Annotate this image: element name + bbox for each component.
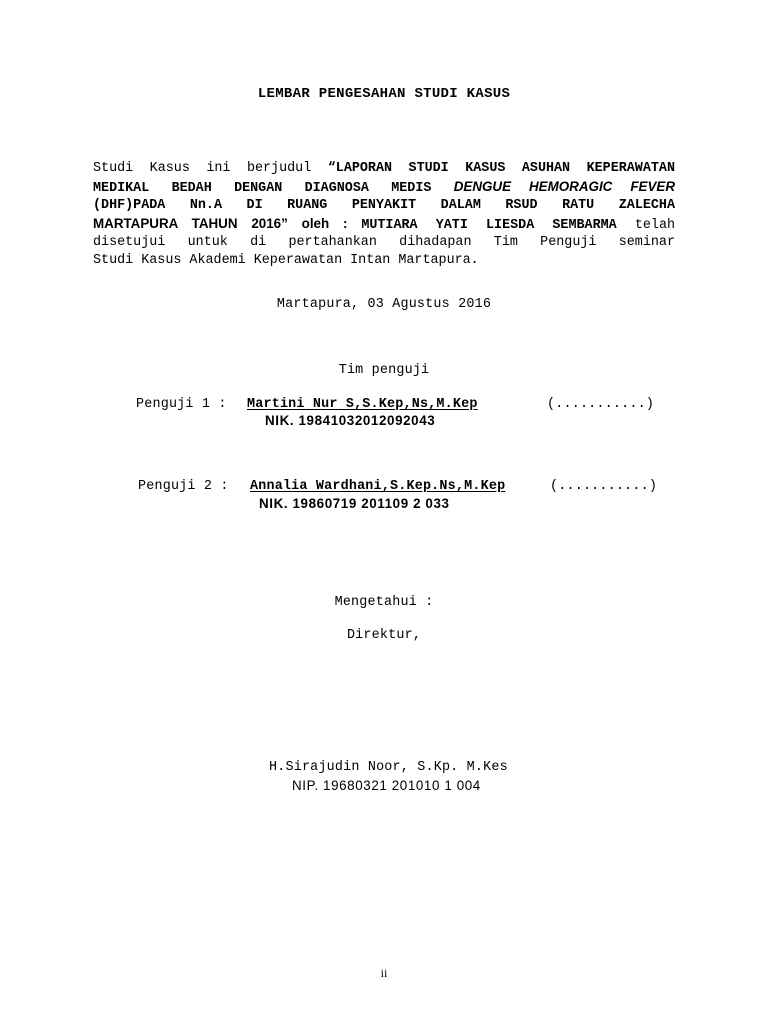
intro-text: Studi Kasus ini berjudul [93,161,328,176]
director-position: Direktur, [346,628,422,643]
director-name: H.Sirajudin Noor, S.Kp. M.Kes [269,760,508,775]
case-study-title-part: MEDIKAL BEDAH DENGAN DIAGNOSA MEDIS [93,180,454,196]
intro-line-3 [93,197,675,215]
intro-text: Studi Kasus Akademi Keperawatan Intan Martapura. [93,252,479,268]
intro-text: disetujui untuk di pertahankan dihadapan Tim Penguji seminar [93,235,675,251]
author-name: MUTIARA YATI LIESDA SEMBARMA [361,217,617,233]
examiner-1-nik: NIK. 19841032012092043 [265,413,436,428]
committee-heading: Tim penguji [338,363,430,378]
case-study-title-part: “LAPORAN STUDI KASUS ASUHAN KEPERAWATAN [327,161,675,176]
intro-line-4 [93,215,675,235]
examiner-2-name: Annalia Wardhani,S.Kep.Ns,M.Kep [250,479,506,494]
director-nip: NIP. 19680321 201010 1 004 [292,778,481,793]
page-title: LEMBAR PENGESAHAN STUDI KASUS [257,86,511,102]
case-study-title-part: MARTAPURA TAHUN 2016” oleh : [93,215,362,231]
case-study-title-part: (DHF)PADA Nn.A DI RUANG PENYAKIT DALAM RSUD RATU ZALECHA [93,198,675,214]
intro-line-2 [93,178,675,198]
intro-line-1 [93,160,675,178]
place-date: Martapura, 03 Agustus 2016 [276,297,492,312]
examiner-1-label: Penguji 1 : [136,397,227,412]
acknowledge-label: Mengetahui : [334,595,434,610]
examiner-1-name: Martini Nur S,S.Kep,Ns,M.Kep [247,397,478,412]
page-number: ii [380,966,388,980]
intro-text: telah [616,217,676,233]
examiner-2-label: Penguji 2 : [138,479,229,494]
examiner-2-signature: (...........) [550,479,658,494]
intro-paragraph [93,160,675,270]
examiner-2-nik: NIK. 19860719 201109 2 033 [259,496,450,511]
examiner-1-signature: (...........) [547,397,655,412]
intro-line-6 [93,252,675,270]
diagnosis-italic: DENGUE HEMORAGIC FEVER [453,178,675,194]
intro-line-5 [93,234,675,252]
